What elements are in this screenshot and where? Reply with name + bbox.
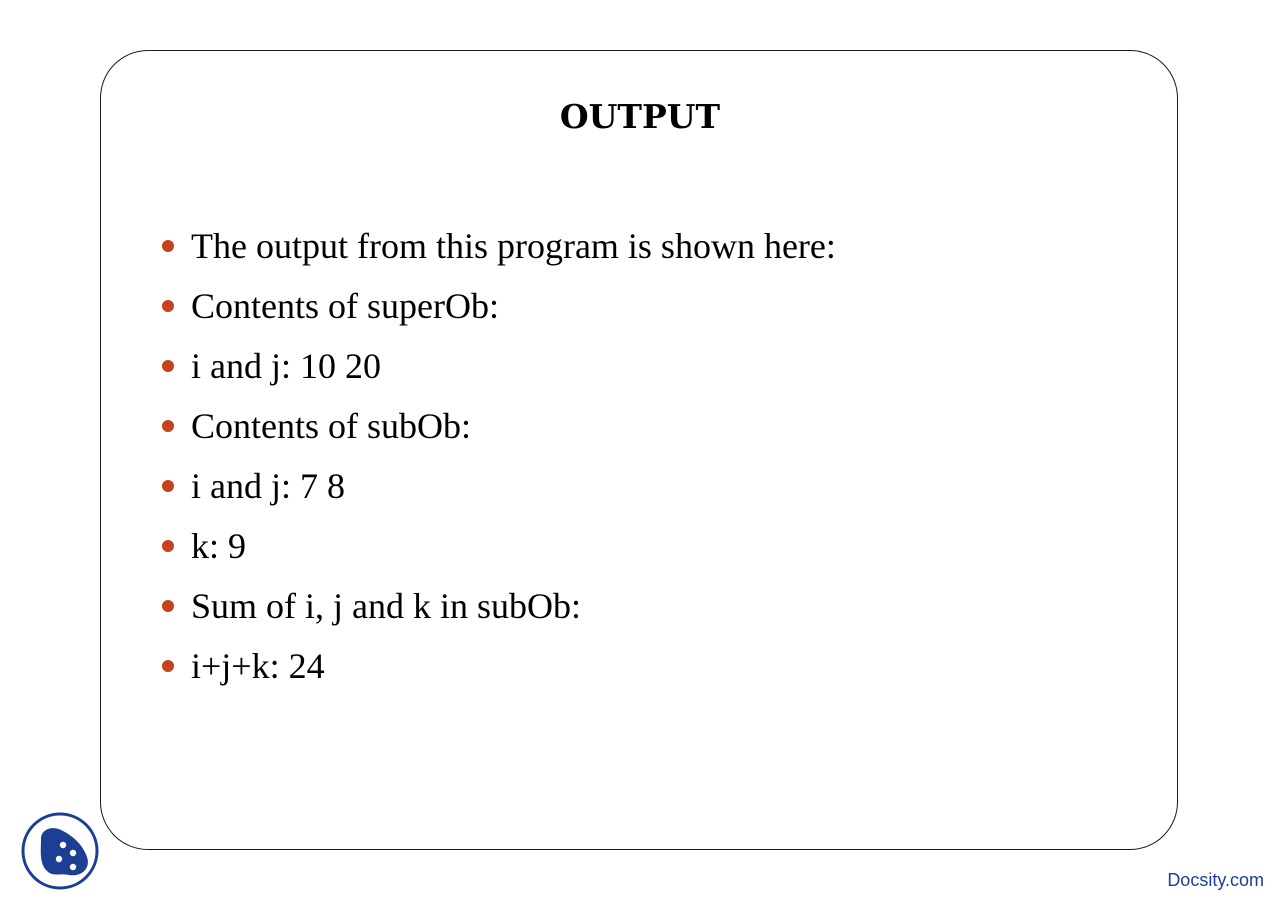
bullet-dot-icon [162,420,174,432]
bullet-item [162,336,836,396]
bullet-text: Contents of subOb: [191,406,472,446]
bullet-item [162,396,836,456]
bullet-dot-icon [162,600,174,612]
bullet-dot-icon [162,240,174,252]
bullet-dot-icon [162,360,174,372]
bullet-item [162,636,836,696]
bullet-item [162,576,836,636]
bullet-dot-icon [162,540,174,552]
slide-title: OUTPUT [559,97,721,136]
bullet-item [162,216,836,276]
bullet-list [162,216,836,696]
bullet-text: Sum of i, j and k in subOb: [191,586,582,626]
bullet-text: i and j: 7 8 [191,466,345,506]
docsity-link[interactable]: Docsity.com [1167,870,1264,890]
bullet-item [162,516,836,576]
bullet-dot-icon [162,660,174,672]
bullet-item [162,456,836,516]
bullet-dot-icon [162,480,174,492]
bullet-text: k: 9 [191,526,247,566]
bullet-item [162,276,836,336]
bullet-text: i+j+k: 24 [191,646,325,686]
bullet-dot-icon [162,300,174,312]
bullet-text: i and j: 10 20 [191,346,381,386]
bullet-text: Contents of superOb: [191,286,499,326]
bullet-text: The output from this program is shown here: [191,226,836,266]
docsity-logo-icon[interactable] [19,811,101,891]
